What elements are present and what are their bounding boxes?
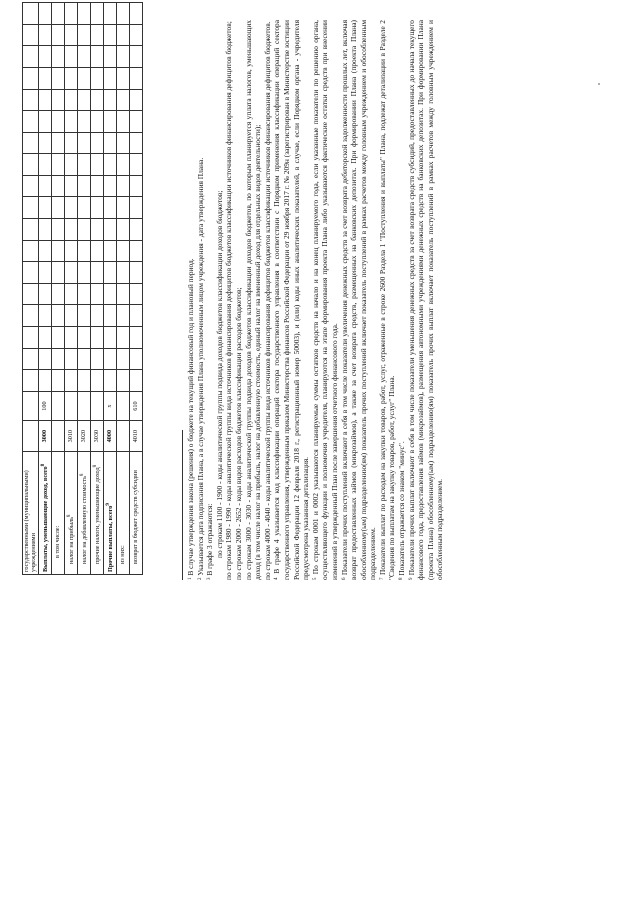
empty-cell — [65, 283, 78, 305]
empty-cell — [130, 305, 143, 327]
empty-cell — [91, 197, 104, 219]
empty-cell — [117, 24, 130, 46]
empty-cell — [117, 326, 130, 348]
empty-cell — [104, 197, 117, 219]
empty-cell — [117, 132, 130, 154]
row-name-cell — [91, 451, 104, 574]
empty-cell — [130, 283, 143, 305]
empty-cell — [52, 240, 65, 262]
row-kbk-cell — [117, 391, 130, 421]
empty-cell — [104, 326, 117, 348]
empty-cell — [104, 132, 117, 154]
empty-cell — [78, 154, 91, 176]
empty-cell — [39, 197, 52, 219]
empty-cell — [65, 89, 78, 111]
empty-cell — [39, 262, 52, 284]
empty-cell — [52, 3, 65, 25]
row-footnote-ref: 9 — [104, 503, 111, 506]
empty-cell — [91, 348, 104, 370]
empty-cell — [130, 89, 143, 111]
empty-cell — [65, 326, 78, 348]
empty-cell — [78, 262, 91, 284]
empty-cell — [104, 46, 117, 68]
footnote-8: $^8$ Показатель отражается со знаком "минус". — [397, 441, 407, 580]
row-code-cell: 3000 — [39, 421, 52, 451]
empty-cell — [91, 111, 104, 133]
empty-cell — [65, 68, 78, 90]
row-code-cell — [52, 421, 65, 451]
empty-cell — [130, 219, 143, 241]
empty-cell — [91, 132, 104, 154]
empty-cell — [78, 326, 91, 348]
empty-cell — [78, 175, 91, 197]
empty-cell — [104, 24, 117, 46]
table-row — [78, 3, 91, 575]
row-name: государственными (муниципальными) учреждениями — [23, 470, 37, 572]
row-name: налог на добавленную стоимость — [80, 476, 88, 564]
empty-cell — [104, 305, 117, 327]
footnote-9: $^9$ Показатели прочих выплат включают в себя в том числе показатели уменьшения денежных средств за счет возврата средств субсидий, предоставленных до начала текущего финансового года, предоставления займов (микрозаймов), размещения автономными учреждениями денежных средств на банковских депозитах. При формировании Плана (проекта Плана) обособленному(ым) подразделению(ям) показатель прочих выплат включает показатель поступлений в рамках расчетов между головным учреждением и обособленным подразделением. — [406, 20, 445, 580]
empty-cell — [65, 24, 78, 46]
row-code-cell: 3020 — [78, 421, 91, 451]
empty-cell — [52, 132, 65, 154]
footnote-1: $^1$ В случае утверждения закона (решения) о бюджете на текущий финансовый год и плановый период. — [186, 258, 195, 580]
row-kbk-cell — [78, 391, 91, 421]
row-kbk-cell — [23, 391, 39, 421]
row-footnote-ref: 8 — [78, 473, 85, 477]
empty-cell — [52, 68, 65, 90]
empty-cell — [52, 219, 65, 241]
row-name-cell — [130, 451, 143, 574]
empty-cell — [117, 197, 130, 219]
empty-cell — [104, 175, 117, 197]
empty-cell — [130, 348, 143, 370]
empty-cell — [39, 305, 52, 327]
empty-cell — [78, 240, 91, 262]
empty-cell — [117, 111, 130, 133]
empty-cell — [78, 68, 91, 90]
empty-cell — [91, 24, 104, 46]
empty-cell — [65, 154, 78, 176]
empty-cell — [39, 68, 52, 90]
empty-cell — [91, 89, 104, 111]
empty-cell — [130, 175, 143, 197]
empty-cell — [78, 24, 91, 46]
row-name-cell — [104, 451, 117, 574]
footnote-3-item: по строкам 1980 - 1990 - коды аналитической группы вида источников финансирования дефицитов бюджетов классификации источников финансирования дефицитов бюджетов; — [224, 21, 234, 580]
row-code-cell: 3030 — [91, 421, 104, 451]
empty-cell — [117, 46, 130, 68]
empty-cell — [91, 262, 104, 284]
empty-cell — [23, 3, 39, 25]
empty-cell — [130, 326, 143, 348]
empty-cell — [39, 89, 52, 111]
empty-cell — [117, 3, 130, 25]
empty-cell — [91, 283, 104, 305]
empty-cell — [65, 240, 78, 262]
empty-cell — [78, 305, 91, 327]
empty-cell — [91, 46, 104, 68]
empty-cell — [52, 46, 65, 68]
empty-cell — [91, 326, 104, 348]
empty-cell — [78, 370, 91, 392]
empty-cell — [78, 111, 91, 133]
empty-cell — [117, 219, 130, 241]
empty-cell — [52, 175, 65, 197]
empty-cell — [130, 262, 143, 284]
empty-cell — [117, 348, 130, 370]
row-name: налог на прибыль — [67, 517, 75, 564]
empty-cell — [39, 132, 52, 154]
empty-cell — [23, 262, 39, 284]
table-row — [23, 3, 39, 575]
row-name: в том числе: — [53, 525, 61, 558]
empty-cell — [65, 46, 78, 68]
footnote-3-item: по строкам 4000 - 4040 - коды аналитической группы вида источников финансирования дефицитов бюджетов классификации источников финансирования дефицитов бюджетов. — [262, 21, 272, 580]
empty-cell — [23, 197, 39, 219]
row-code-cell: 4010 — [130, 421, 143, 451]
row-name: прочие налоги, уменьшающие доход — [93, 467, 101, 564]
empty-cell — [65, 132, 78, 154]
empty-cell — [78, 3, 91, 25]
row-name-cell — [52, 451, 65, 574]
footnote-3-item: по строкам 2000 - 2652 - коды видов расходов бюджетов классификации расходов бюджетов; — [233, 287, 243, 580]
empty-cell — [23, 154, 39, 176]
empty-cell — [39, 46, 52, 68]
scan-speck — [598, 83, 600, 85]
row-name: возврат в бюджет средств субсидии — [131, 470, 139, 564]
empty-cell — [65, 262, 78, 284]
row-code-cell: 3010 — [65, 421, 78, 451]
table-row — [130, 3, 143, 575]
empty-cell — [23, 111, 39, 133]
empty-cell — [104, 370, 117, 392]
empty-cell — [78, 132, 91, 154]
empty-cell — [91, 240, 104, 262]
empty-cell — [130, 111, 143, 133]
table-row — [39, 3, 52, 575]
row-kbk-cell — [52, 391, 65, 421]
empty-cell — [23, 370, 39, 392]
empty-cell — [23, 89, 39, 111]
empty-cell — [52, 348, 65, 370]
row-code-cell — [117, 421, 130, 451]
empty-cell — [91, 3, 104, 25]
empty-cell — [78, 46, 91, 68]
empty-cell — [23, 326, 39, 348]
empty-cell — [52, 111, 65, 133]
empty-cell — [104, 262, 117, 284]
row-code-cell — [23, 421, 39, 451]
empty-cell — [39, 326, 52, 348]
row-name: из них: — [118, 545, 126, 564]
empty-cell — [23, 175, 39, 197]
empty-cell — [23, 46, 39, 68]
footnote-separator — [182, 430, 183, 580]
table-row — [117, 3, 130, 575]
empty-cell — [52, 154, 65, 176]
empty-cell — [23, 348, 39, 370]
empty-cell — [65, 305, 78, 327]
empty-cell — [65, 348, 78, 370]
empty-cell — [91, 154, 104, 176]
footnotes — [182, 20, 445, 580]
row-kbk-cell: 100 — [39, 391, 52, 421]
empty-cell — [117, 154, 130, 176]
empty-cell — [104, 111, 117, 133]
empty-cell — [52, 326, 65, 348]
empty-cell — [39, 24, 52, 46]
empty-cell — [117, 240, 130, 262]
empty-cell — [65, 370, 78, 392]
plan-table — [22, 2, 143, 575]
row-name: Прочие выплаты, всего — [106, 505, 114, 572]
empty-cell — [117, 68, 130, 90]
row-kbk-cell — [91, 391, 104, 421]
empty-cell — [104, 283, 117, 305]
empty-cell — [104, 154, 117, 176]
empty-cell — [130, 370, 143, 392]
row-kbk-cell: 610 — [130, 391, 143, 421]
empty-cell — [130, 240, 143, 262]
empty-cell — [23, 240, 39, 262]
empty-cell — [117, 305, 130, 327]
empty-cell — [117, 89, 130, 111]
empty-cell — [91, 305, 104, 327]
empty-cell — [117, 262, 130, 284]
empty-cell — [39, 240, 52, 262]
empty-cell — [78, 197, 91, 219]
empty-cell — [52, 24, 65, 46]
empty-cell — [23, 68, 39, 90]
row-footnote-ref: 8 — [91, 464, 98, 468]
empty-cell — [78, 348, 91, 370]
row-footnote-ref: 8 — [39, 463, 46, 467]
row-code-cell: 4000 — [104, 421, 117, 451]
empty-cell — [130, 24, 143, 46]
empty-cell — [78, 283, 91, 305]
footnote-4: $^4$ В графе 4 указывается код классификации операций сектора государственного управления в соответствии с Порядком применения классификации операций сектора государственного управления, утвержденным приказом Министерства финансов Российской Федерации от 29 ноября 2017 г. № 209н (зарегистрирован в Министерстве юстиции Российской Федерации 12 февраля 2018 г., регистрационный номер 50003), и (или) коды иных аналитических показателей, в случае, если Порядком органа - учредителя предусмотрена указанная детализация. — [272, 20, 311, 580]
footnote-3: $^3$ В графе 3 отражаются: — [205, 503, 215, 580]
empty-cell — [104, 240, 117, 262]
empty-cell — [39, 175, 52, 197]
row-footnote-ref: 8 — [65, 514, 72, 518]
empty-cell — [39, 283, 52, 305]
empty-cell — [23, 283, 39, 305]
empty-cell — [65, 197, 78, 219]
row-name-cell — [23, 451, 39, 574]
footnote-6: $^6$ Показатели прочих поступлений включают в себя в том числе показатели увеличения денежных средств за счет возврата дебиторской задолженности прошлых лет, включая возврат предоставленных займов (микрозаймов), а также за счет возврата средств, размещенных на банковских депозитах. При формировании Плана (проекта Плана) обособленному(ым) подразделению(ям) показатель прочих поступлений включает показатель поступлений в рамках расчетов между головным учреждением и обособленным подразделением. — [339, 20, 378, 580]
empty-cell — [23, 24, 39, 46]
empty-cell — [78, 219, 91, 241]
empty-cell — [91, 219, 104, 241]
empty-cell — [52, 89, 65, 111]
empty-cell — [104, 348, 117, 370]
footnote-5: $^5$ По строкам 0001 и 0002 указываются планируемые суммы остатков средств на начало и на конец планируемого года, если указанные показатели по решению органа, осуществляющего функции и полномочия учредителя, планируются на этапе формирования проекта Плана либо указываются фактические остатки средств при внесении изменений в утвержденный План после завершения отчетного финансового года. — [310, 20, 339, 580]
empty-cell — [130, 154, 143, 176]
empty-cell — [52, 305, 65, 327]
empty-cell — [39, 219, 52, 241]
empty-cell — [39, 111, 52, 133]
row-kbk-cell: х — [104, 391, 117, 421]
empty-cell — [130, 3, 143, 25]
empty-cell — [130, 132, 143, 154]
empty-cell — [130, 68, 143, 90]
empty-cell — [104, 3, 117, 25]
empty-cell — [117, 175, 130, 197]
empty-cell — [130, 46, 143, 68]
empty-cell — [91, 370, 104, 392]
table-row — [104, 3, 117, 575]
table-row — [65, 3, 78, 575]
table-row — [91, 3, 104, 575]
empty-cell — [104, 68, 117, 90]
footnote-3-item: по строкам 3000 - 3030 - коды аналитической группы подвида доходов бюджетов классификации доходов бюджетов, по которым планируется уплата налогов, уменьшающих доход (в том числе налог на прибыль, налог на добавленную стоимость, единый налог на вмененный доход для отдельных видов деятельности); — [243, 20, 263, 580]
empty-cell — [65, 3, 78, 25]
empty-cell — [65, 111, 78, 133]
footnote-2: $^2$ Указывается дата подписания Плана, а в случае утверждения Плана уполномоченным лицом учреждения - дата утверждения Плана. — [195, 157, 205, 580]
row-kbk-cell — [65, 391, 78, 421]
empty-cell — [117, 370, 130, 392]
empty-cell — [104, 89, 117, 111]
row-name: Выплаты, уменьшающие доход, всего — [41, 466, 49, 572]
empty-cell — [52, 370, 65, 392]
empty-cell — [39, 370, 52, 392]
empty-cell — [117, 283, 130, 305]
plan-table-body — [23, 3, 143, 575]
empty-cell — [104, 219, 117, 241]
empty-cell — [91, 68, 104, 90]
empty-cell — [52, 197, 65, 219]
row-name-cell — [117, 451, 130, 574]
row-name-cell — [78, 451, 91, 574]
empty-cell — [91, 175, 104, 197]
empty-cell — [39, 3, 52, 25]
footnote-7: $^7$ Показатели выплат по расходам на закупки товаров, работ, услуг, отраженные в строке 2600 Раздела 1 "Поступления и выплаты" Плана, подлежат детализации в Разделе 2 "Сведения по выплатам на закупку товаров, работ, услуг" Плана. — [377, 20, 397, 580]
empty-cell — [65, 219, 78, 241]
table-row — [52, 3, 65, 575]
empty-cell — [78, 89, 91, 111]
empty-cell — [23, 219, 39, 241]
empty-cell — [23, 132, 39, 154]
empty-cell — [52, 283, 65, 305]
footnote-3-item: по строкам 1100 - 1900 - коды аналитической группы подвида доходов бюджетов классификации доходов бюджетов; — [214, 190, 224, 558]
empty-cell — [65, 175, 78, 197]
row-name-cell — [39, 451, 52, 574]
empty-cell — [23, 305, 39, 327]
row-name-cell — [65, 451, 78, 574]
empty-cell — [39, 348, 52, 370]
empty-cell — [52, 262, 65, 284]
empty-cell — [39, 154, 52, 176]
empty-cell — [130, 197, 143, 219]
